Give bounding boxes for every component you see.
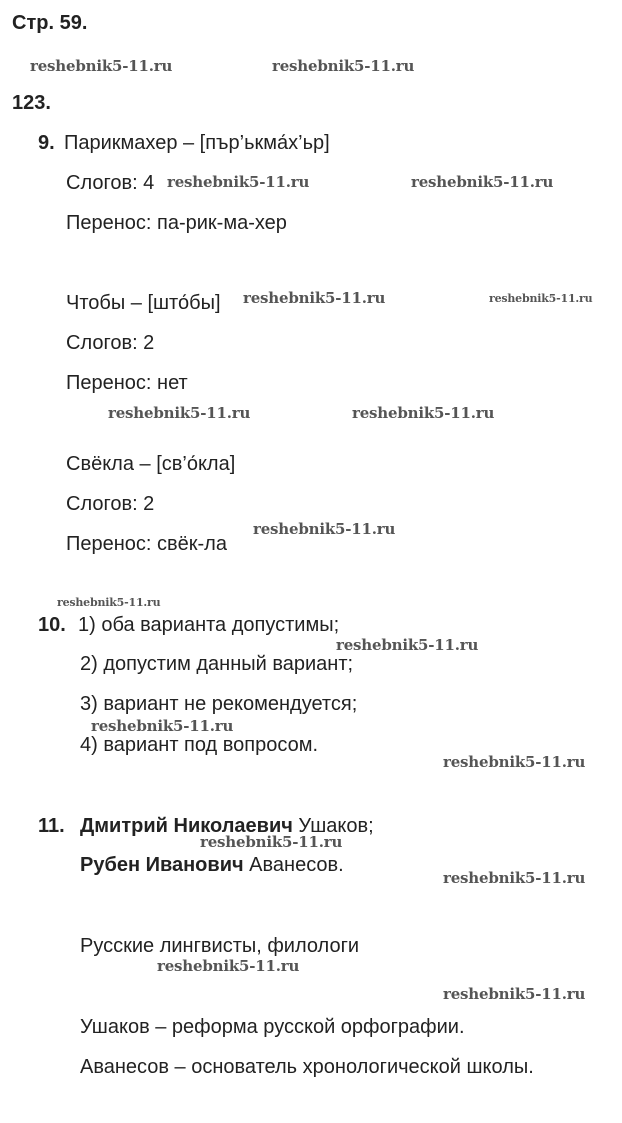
- item-9-syllables-2: Слогов: 2: [66, 332, 155, 354]
- item-11-line-3: Аванесов – основатель хронологической школы.: [80, 1056, 534, 1078]
- person-2-name: Рубен Иванович: [80, 854, 244, 876]
- item-9-word-3: Свёкла – [св’о́кла]: [66, 453, 236, 475]
- item-9-word-2: Чтобы – [што́бы]: [66, 292, 221, 314]
- watermark: reshebnik5-11.ru: [411, 173, 554, 191]
- item-10-number: 10.: [38, 614, 66, 636]
- watermark: reshebnik5-11.ru: [272, 57, 415, 75]
- watermark: reshebnik5-11.ru: [352, 404, 495, 422]
- item-9-number: 9.: [38, 132, 55, 154]
- person-1-name: Дмитрий Николаевич: [80, 815, 293, 837]
- watermark: reshebnik5-11.ru: [443, 869, 586, 887]
- item-10-line-2: 2) допустим данный вариант;: [80, 653, 354, 675]
- page-label: Стр. 59.: [12, 12, 88, 34]
- item-10-line-3: 3) вариант не рекомендуется;: [80, 693, 358, 715]
- watermark: reshebnik5-11.ru: [91, 717, 234, 735]
- person-2-surname: Аванесов.: [249, 854, 344, 876]
- item-10-line-4: 4) вариант под вопросом.: [80, 734, 319, 756]
- watermark: reshebnik5-11.ru: [336, 636, 479, 654]
- watermark: reshebnik5-11.ru: [253, 520, 396, 538]
- watermark: reshebnik5-11.ru: [243, 289, 386, 307]
- item-11-number: 11.: [38, 815, 65, 837]
- item-9-hyphenation-2: Перенос: нет: [66, 372, 188, 394]
- watermark: reshebnik5-11.ru: [108, 404, 251, 422]
- exercise-number: 123.: [12, 92, 51, 114]
- item-9-word-1: Парикмахер – [пър’ькма́х’ьр]: [64, 132, 330, 154]
- watermark: reshebnik5-11.ru: [443, 985, 586, 1003]
- item-9-syllables-3: Слогов: 2: [66, 493, 155, 515]
- item-10-line-1: 1) оба варианта допустимы;: [78, 614, 340, 636]
- item-11-line-2: Ушаков – реформа русской орфографии.: [80, 1016, 465, 1038]
- watermark: reshebnik5-11.ru: [30, 57, 173, 75]
- item-9-hyphenation-3: Перенос: свёк-ла: [66, 533, 227, 555]
- watermark: reshebnik5-11.ru: [443, 753, 586, 771]
- item-11-person-2: [80, 853, 344, 877]
- person-1-surname: Ушаков;: [298, 815, 374, 837]
- watermark: reshebnik5-11.ru: [57, 596, 161, 609]
- item-9-syllables-1: Слогов: 4: [66, 172, 155, 194]
- watermark: reshebnik5-11.ru: [200, 833, 343, 851]
- watermark: reshebnik5-11.ru: [157, 957, 300, 975]
- item-11-line-1: Русские лингвисты, филологи: [80, 935, 360, 957]
- watermark: reshebnik5-11.ru: [489, 292, 593, 305]
- watermark: reshebnik5-11.ru: [167, 173, 310, 191]
- item-9-hyphenation-1: Перенос: па-рик-ма-хер: [66, 212, 287, 234]
